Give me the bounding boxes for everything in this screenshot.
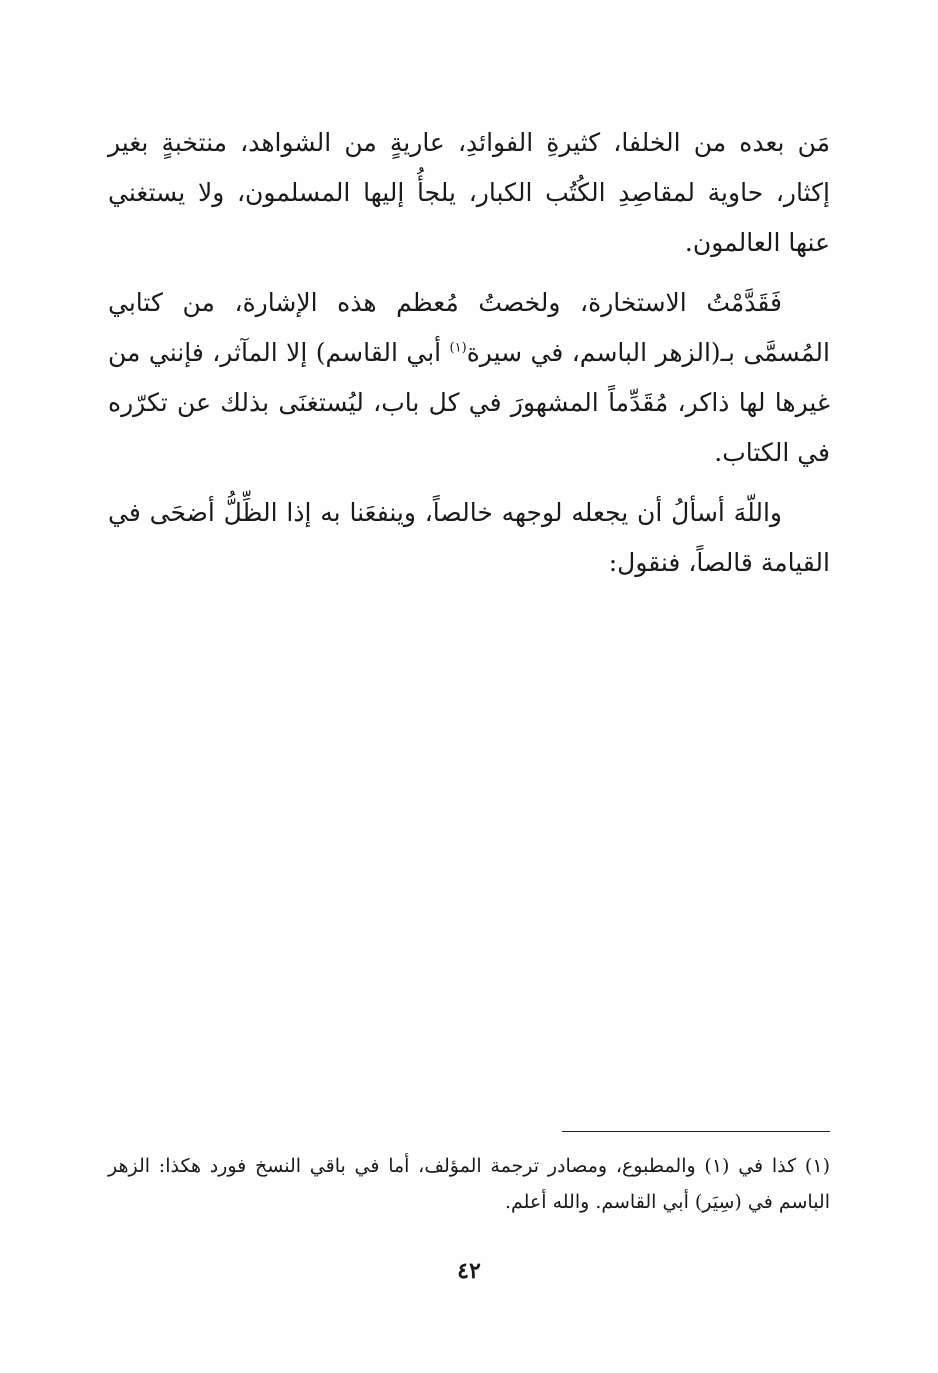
paragraph-3: واللّهَ أسألُ أن يجعله لوجهه خالصاً، وينفعَنا به إذا الظِّلُّ أضحَى في القيامة قالصاً، فنقول:: [108, 498, 830, 577]
paragraph-1: مَن بعده من الخلفا، كثيرةِ الفوائدِ، عاريةٍ من الشواهد، منتخبةٍ بغير إكثار، حاوية لمقاصِدِ الكُتُب الكبار، يلجأُ إليها المسلمون، ولا يستغني عنها العالمون.: [108, 128, 830, 257]
page-number: ٤٢: [457, 1258, 481, 1284]
paragraph-2-text-before-ref: فَقَدَّمْتُ الاستخارة، ولخصتُ مُعظم هذه الإشارة، من كتابي المُسمَّى بـ(الزهر الباسم، في سيرة: [108, 288, 830, 367]
paragraph-2: [108, 278, 830, 478]
main-text-block: [108, 118, 830, 598]
footnote-1: (١) كذا في (١) والمطبوع، ومصادر ترجمة المؤلف، أما في باقي النسخ فورد هكذا: الزهر الباسم في (سِيَر) أبي القاسم. والله أعلم.: [108, 1155, 830, 1213]
footnote-reference: (١): [449, 340, 467, 356]
paragraph-2-text-after-ref: أبي القاسم) إلا المآثر، فإنني من غيرها لها ذاكر، مُقَدِّماً المشهورَ في كل باب، ليُستغنَى بذلك عن تكرّره في الكتاب.: [108, 338, 830, 467]
footnote-divider: [562, 1131, 830, 1132]
footnotes-block: [108, 1148, 830, 1220]
